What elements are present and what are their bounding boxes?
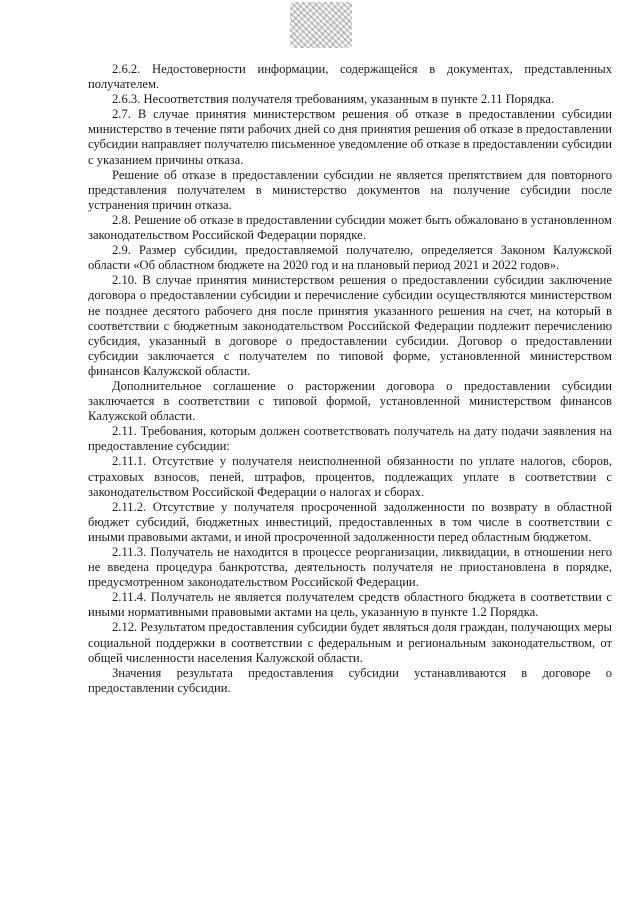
- paragraph: 2.11.4. Получатель не является получателем средств областного бюджета в соответствии с иными нормативными правовыми актами на цель, указанную в пункте 1.2 Порядка.: [88, 590, 612, 620]
- paragraph: 2.11.3. Получатель не находится в процессе реорганизации, ликвидации, в отношении него не введена процедура банкротства, деятельность получателя не приостановлена в порядке, предусмотренном законодательством Российской Федерации.: [88, 545, 612, 590]
- paragraph: 2.11. Требования, которым должен соответствовать получатель на дату подачи заявления на предоставление субсидии:: [88, 424, 612, 454]
- paragraph: 2.10. В случае принятия министерством решения о предоставлении субсидии заключение договора о предоставлении субсидии и перечисление субсидии осуществляются министерством не позднее десятого рабочего дня после принятия указанного решения на счет, на который в соответствии с бюджетным законодательством Российской Федерации подлежит перечислению субсидия, указанный в договоре о предоставлении субсидии. Договор о предоставлении субсидии заключается с получателем по типовой форме, установленной министерством финансов Калужской области.: [88, 273, 612, 378]
- paragraph: Значения результата предоставления субсидии устанавливаются в договоре о предоставлении субсидии.: [88, 665, 612, 695]
- paragraph: 2.8. Решение об отказе в предоставлении субсидии может быть обжаловано в установленном законодательством Российской Федерации порядке.: [88, 212, 612, 243]
- paragraph: 2.12. Результатом предоставления субсидии будет являться доля граждан, получающих меры социальной поддержки в соответствии с федеральным и региональным законодательством, от общей численности населения Калужской области.: [88, 620, 612, 665]
- paragraph: 2.11.1. Отсутствие у получателя неисполненной обязанности по уплате налогов, сборов, страховых взносов, пеней, штрафов, процентов, подлежащих уплате в соответствии с законодательством Российской Федерации о налогах и сборах.: [88, 454, 612, 499]
- paragraph: Решение об отказе в предоставлении субсидии не является препятствием для повторного представления получателем в министерство документов на получение субсидии после устранения причин отказа.: [88, 167, 612, 212]
- paragraph: Дополнительное соглашение о расторжении договора о предоставлении субсидии заключается в соответствии с типовой формой, установленной министерством финансов Калужской области.: [88, 378, 612, 424]
- paragraph: 2.11.2. Отсутствие у получателя просроченной задолженности по возврату в областной бюджет субсидий, бюджетных инвестиций, предоставленных в том числе в соответствии с иными правовыми актами, и иной просроченной задолженности перед областным бюджетом.: [88, 499, 612, 544]
- paragraph: 2.6.3. Несоответствия получателя требованиям, указанным в пункте 2.11 Порядка.: [112, 92, 555, 107]
- paragraph: 2.7. В случае принятия министерством решения об отказе в предоставлении субсидии министерство в течение пяти рабочих дней со дня принятия решения об отказе в предоставлении субсидии направляет получателю письменное уведомление об отказе в предоставлении субсидии с указанием причины отказа.: [88, 107, 612, 167]
- paragraph: 2.9. Размер субсидии, предоставляемой получателю, определяется Законом Калужской области «Об областном бюджете на 2020 год и на плановый период 2021 и 2022 годов».: [88, 243, 612, 273]
- stamp-mark: [290, 2, 352, 48]
- paragraph: 2.6.2. Недостоверности информации, содержащейся в документах, представленных получателем.: [88, 62, 612, 92]
- document-body: [88, 62, 612, 696]
